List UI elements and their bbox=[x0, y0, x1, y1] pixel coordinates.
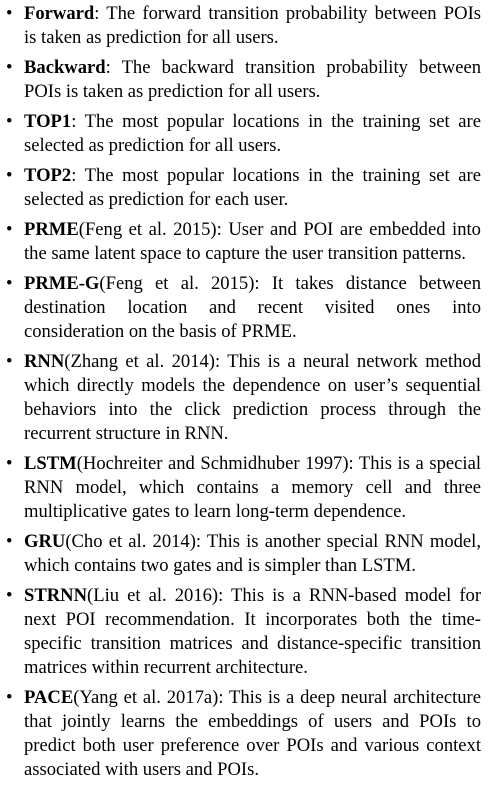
list-item-rnn bbox=[6, 350, 481, 446]
list-item-prme-g bbox=[6, 272, 481, 344]
method-description: : This is a RNN-based model for next POI recommendation. It incorporates both the time-specific transition matrices and distance-specific transition matrices within recurrent architecture. bbox=[24, 585, 482, 678]
method-description: : The most popular locations in the training set are selected as prediction for all users. bbox=[24, 111, 481, 156]
bullet-glyph: • bbox=[6, 585, 13, 606]
method-description: : The forward transition probability between POIs is taken as prediction for all users. bbox=[24, 3, 481, 48]
method-citation: (Liu et al. 2016) bbox=[87, 585, 219, 606]
bullet-glyph: • bbox=[6, 165, 13, 186]
method-name: GRU bbox=[24, 531, 66, 552]
method-name: TOP1 bbox=[24, 111, 72, 132]
bullet-glyph: • bbox=[6, 219, 13, 240]
method-name: TOP2 bbox=[24, 165, 72, 186]
method-name: STRNN bbox=[24, 585, 88, 606]
method-name: RNN bbox=[24, 351, 65, 372]
list-item-strnn bbox=[6, 584, 482, 680]
method-citation: (Feng et al. 2015) bbox=[78, 219, 217, 240]
method-name: Forward bbox=[24, 3, 95, 24]
method-citation: (Hochreiter and Schmidhuber 1997) bbox=[76, 453, 349, 474]
list-item-prme bbox=[6, 218, 481, 266]
bullet-glyph: • bbox=[6, 453, 13, 474]
method-citation: (Yang et al. 2017a) bbox=[73, 687, 219, 708]
method-description: : It takes distance between destination location and recent visited ones into consideration on the basis of PRME. bbox=[24, 273, 481, 342]
bullet-glyph: • bbox=[6, 3, 13, 24]
method-citation: (Cho et al. 2014) bbox=[65, 531, 196, 552]
method-name: LSTM bbox=[24, 453, 77, 474]
method-name: Backward bbox=[24, 57, 106, 78]
list-item-top1 bbox=[6, 110, 481, 158]
method-description: : This is a special RNN model, which contains a memory cell and three multiplicative gates to learn long-term dependence. bbox=[24, 453, 481, 522]
bullet-glyph: • bbox=[6, 57, 13, 78]
method-citation: (Feng et al. 2015) bbox=[99, 273, 255, 294]
method-name: PACE bbox=[24, 687, 74, 708]
method-description: : This is another special RNN model, which contains two gates and is simpler than LSTM. bbox=[24, 531, 481, 576]
bullet-glyph: • bbox=[6, 687, 13, 708]
method-description: : User and POI are embedded into the same latent space to capture the user transition patterns. bbox=[24, 219, 481, 264]
method-description: : This is a deep neural architecture that jointly learns the embeddings of users and POIs to predict both user preference over POIs and various context associated with users and POIs. bbox=[24, 687, 481, 780]
list-item-gru bbox=[6, 530, 481, 578]
bullet-glyph: • bbox=[6, 273, 13, 294]
list-item-backward bbox=[6, 56, 481, 104]
method-name: PRME bbox=[24, 219, 79, 240]
method-description: : This is a neural network method which directly models the dependence on user’s sequential behaviors into the click prediction process through the recurrent structure in RNN. bbox=[24, 351, 481, 444]
bullet-glyph: • bbox=[6, 351, 13, 372]
method-citation: (Zhang et al. 2014) bbox=[64, 351, 215, 372]
method-name: PRME-G bbox=[24, 273, 100, 294]
method-description: : The most popular locations in the training set are selected as prediction for each user. bbox=[24, 165, 481, 210]
list-item-pace bbox=[6, 686, 481, 782]
list-item-top2 bbox=[6, 164, 481, 212]
list-item-forward bbox=[6, 2, 481, 50]
method-description: : The backward transition probability between POIs is taken as prediction for all users. bbox=[24, 57, 481, 102]
bullet-glyph: • bbox=[6, 111, 13, 132]
bullet-glyph: • bbox=[6, 531, 13, 552]
list-item-lstm bbox=[6, 452, 481, 524]
